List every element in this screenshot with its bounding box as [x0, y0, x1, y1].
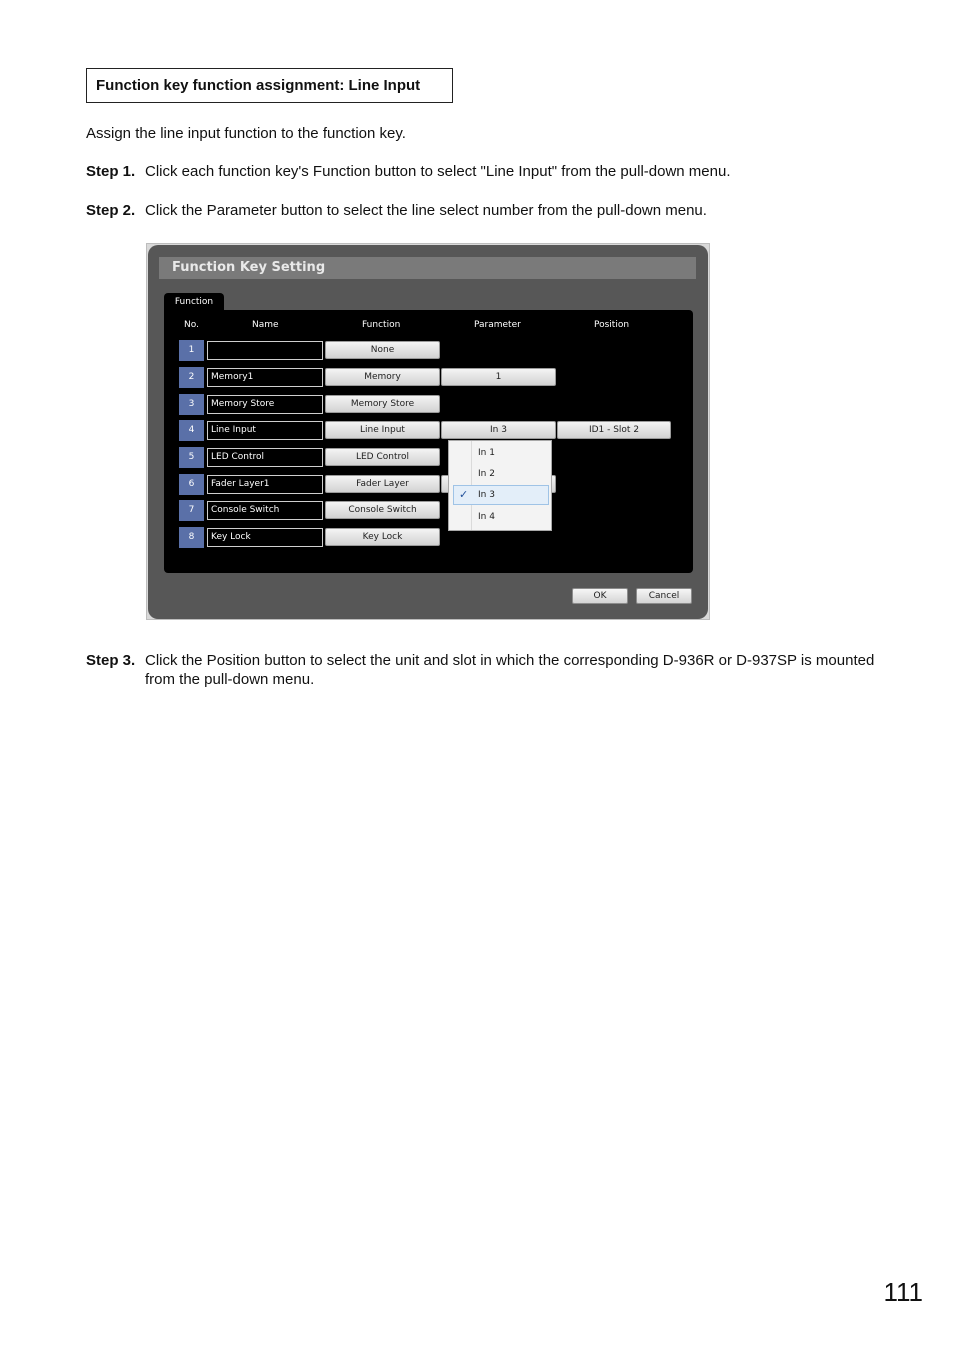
menu-item[interactable]: In 2 — [478, 469, 495, 479]
step-text: Click the Parameter button to select the line select number from the pull-down menu. — [145, 202, 707, 219]
table-row — [164, 527, 693, 549]
name-field[interactable]: Memory Store — [207, 395, 323, 414]
step-label: Step 3. — [86, 652, 136, 669]
tab-function[interactable]: Function — [164, 293, 224, 311]
parameter-button[interactable]: In 3 — [441, 421, 556, 439]
header-parameter: Parameter — [474, 320, 521, 330]
table-row — [164, 394, 693, 416]
function-panel — [164, 310, 693, 573]
step-label: Step 1. — [86, 163, 136, 180]
function-button[interactable]: Memory Store — [325, 395, 440, 413]
step-text: Click the Position button to select the unit and slot in which the corresponding D-936R or D-937SP is mounted from the pull-down menu. — [145, 652, 875, 688]
menu-item[interactable]: In 1 — [478, 448, 495, 458]
function-button[interactable]: LED Control — [325, 448, 440, 466]
parameter-button[interactable]: 1 — [441, 368, 556, 386]
table-row — [164, 500, 693, 522]
function-key-setting-dialog — [148, 245, 708, 619]
function-button[interactable]: Line Input — [325, 421, 440, 439]
key-number: 2 — [179, 367, 204, 388]
name-field[interactable]: Console Switch — [207, 501, 323, 520]
table-row — [164, 340, 693, 362]
checkmark-icon: ✓ — [459, 488, 469, 501]
key-number: 6 — [179, 474, 204, 495]
section-title: Function key function assignment: Line Input — [86, 68, 453, 103]
name-field[interactable]: LED Control — [207, 448, 323, 467]
screenshot-frame — [146, 243, 710, 620]
table-row — [164, 420, 693, 442]
name-field[interactable]: Memory1 — [207, 368, 323, 387]
key-number: 4 — [179, 420, 204, 441]
header-position: Position — [594, 320, 630, 330]
function-button[interactable]: None — [325, 341, 440, 359]
menu-item-selected[interactable]: ✓ In 3 — [453, 485, 549, 505]
name-field[interactable] — [207, 341, 323, 360]
table-row — [164, 367, 693, 389]
table-row — [164, 474, 693, 496]
key-number: 3 — [179, 394, 204, 415]
function-button[interactable]: Key Lock — [325, 528, 440, 546]
key-number: 8 — [179, 527, 204, 548]
key-number: 7 — [179, 500, 204, 521]
parameter-dropdown-menu — [448, 440, 552, 531]
cancel-button[interactable]: Cancel — [636, 588, 692, 604]
name-field[interactable]: Line Input — [207, 421, 323, 440]
function-button[interactable]: Fader Layer — [325, 475, 440, 493]
header-no: No. — [184, 320, 199, 330]
table-row — [164, 447, 693, 469]
step-text: Click each function key's Function button to select "Line Input" from the pull-down menu. — [145, 163, 731, 180]
name-field[interactable]: Fader Layer1 — [207, 475, 323, 494]
step-label: Step 2. — [86, 202, 136, 219]
dialog-title: Function Key Setting — [159, 257, 696, 279]
key-number: 1 — [179, 340, 204, 361]
intro-text: Assign the line input function to the function key. — [86, 125, 406, 142]
page-number: 111 — [883, 1277, 923, 1307]
function-button[interactable]: Memory — [325, 368, 440, 386]
menu-item[interactable]: In 4 — [478, 512, 495, 522]
header-name: Name — [252, 320, 279, 330]
name-field[interactable]: Key Lock — [207, 528, 323, 547]
key-number: 5 — [179, 447, 204, 468]
ok-button[interactable]: OK — [572, 588, 628, 604]
position-button[interactable]: ID1 - Slot 2 — [557, 421, 671, 439]
function-button[interactable]: Console Switch — [325, 501, 440, 519]
header-function: Function — [362, 320, 401, 330]
